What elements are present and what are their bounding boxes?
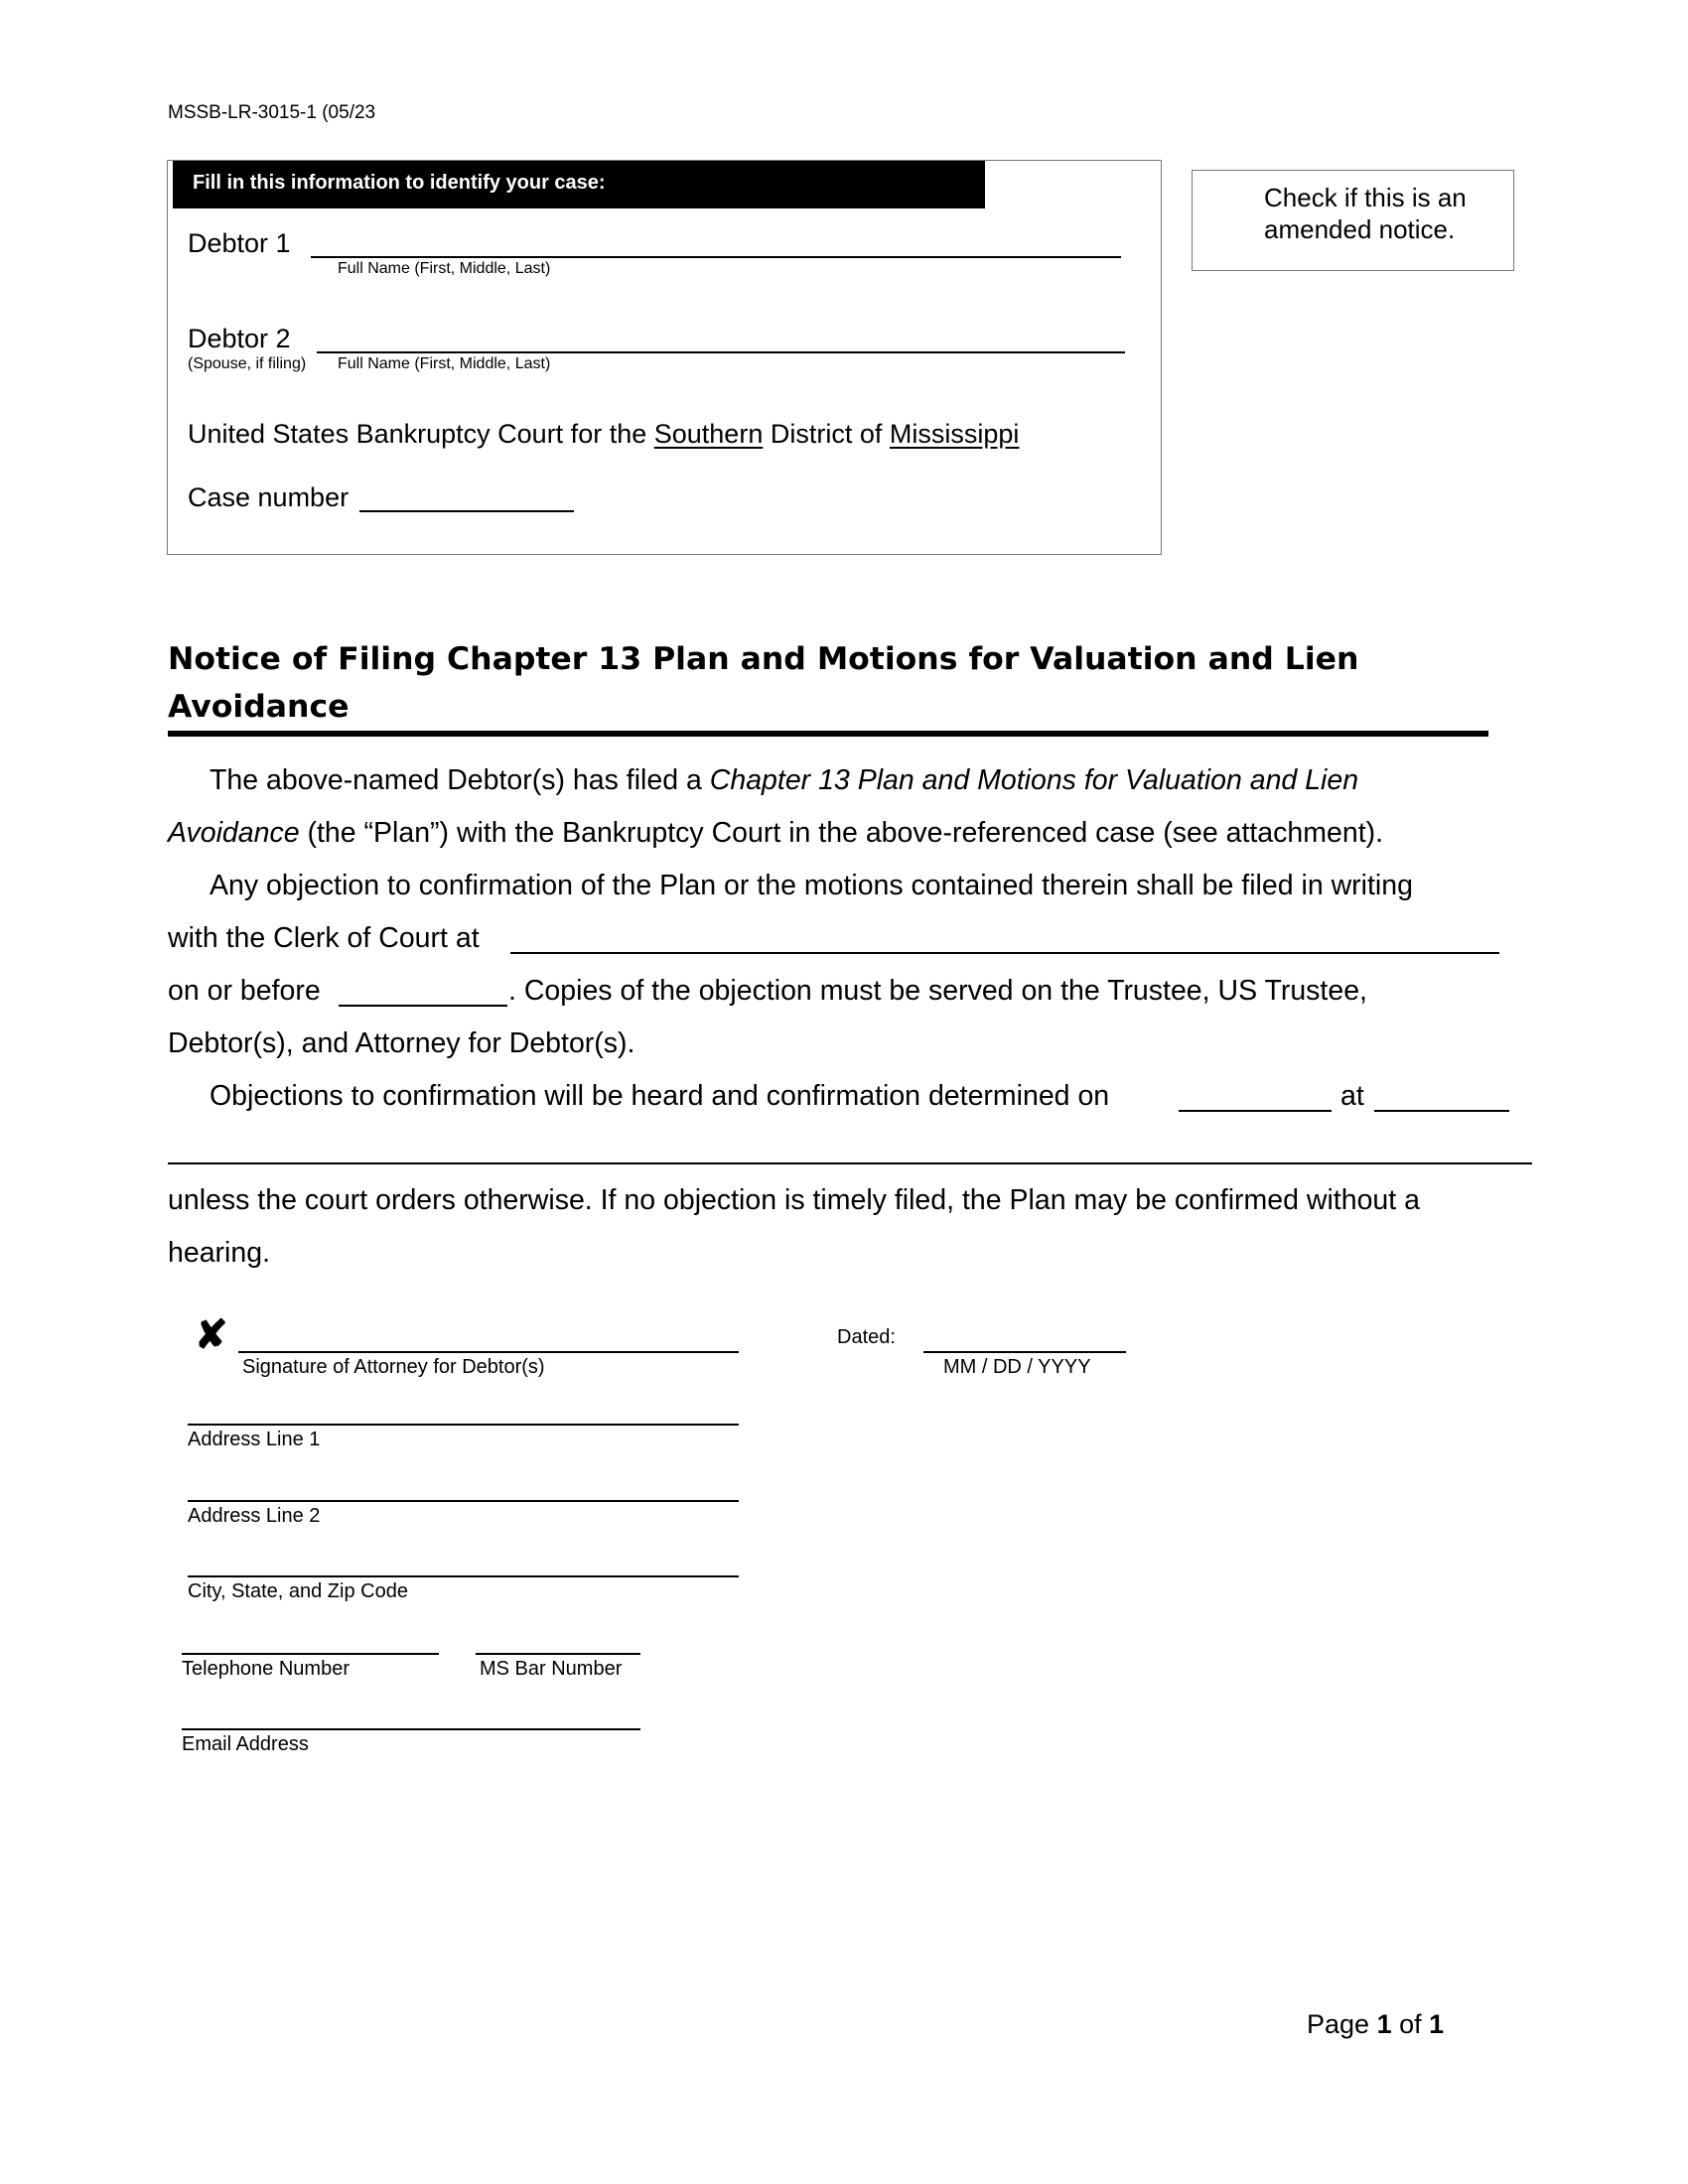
debtor2-spouse-hint: (Spouse, if filing) [188,355,307,372]
hearing-date-field[interactable] [1179,1110,1332,1112]
page-total: 1 [1429,2009,1445,2039]
debtor1-name-field[interactable] [311,256,1121,258]
court-state: Mississippi [889,419,1020,449]
signature-x-icon: ✘ [195,1313,228,1357]
case-info-header: Fill in this information to identify your case: [173,161,985,208]
city-state-zip-field[interactable] [188,1575,739,1577]
dated-label: Dated: [837,1326,896,1348]
address-line2-label: Address Line 2 [188,1505,321,1527]
p1-text-b: (the “Plan”) with the Bankruptcy Court in the above-referenced case (see attachment). [299,817,1384,849]
plan-title-italic: Chapter 13 Plan and Motions for Valuation and Lien [709,764,1359,796]
page-current: 1 [1376,2009,1392,2039]
signature-field[interactable] [238,1351,739,1353]
email-label: Email Address [182,1733,309,1755]
form-id: MSSB-LR-3015-1 (05/23 [168,102,376,123]
court-prefix: United States Bankruptcy Court for the [188,419,647,449]
at-label: at [1340,1080,1364,1112]
objection-deadline-field[interactable] [339,1005,507,1007]
court-line [188,419,1019,450]
amended-notice-checkbox[interactable] [1192,170,1514,271]
paragraph1-line1 [210,764,1358,797]
address-line1-label: Address Line 1 [188,1429,321,1450]
address-line1-field[interactable] [188,1424,739,1426]
paragraph3-line2: unless the court orders otherwise. If no objection is timely filed, the Plan may be confirmed without a [168,1184,1420,1216]
debtor1-label: Debtor 1 [188,228,291,258]
signature-label: Signature of Attorney for Debtor(s) [242,1356,545,1378]
amended-line1: Check if this is an [1264,183,1467,212]
bar-number-label: MS Bar Number [480,1658,623,1680]
debtor1-hint: Full Name (First, Middle, Last) [338,260,551,277]
telephone-label: Telephone Number [182,1658,350,1680]
title-divider [168,731,1488,737]
on-or-before-label: on or before [168,975,321,1007]
email-field[interactable] [182,1728,640,1730]
clerk-address-field[interactable] [510,952,1499,954]
court-mid: District of [770,419,883,449]
amended-line2: amended notice. [1264,214,1456,244]
date-format-hint: MM / DD / YYYY [943,1356,1091,1378]
address-line2-field[interactable] [188,1500,739,1502]
paragraph2-line4: Debtor(s), and Attorney for Debtor(s). [168,1027,635,1059]
paragraph2-line1: Any objection to confirmation of the Plan or the motions contained therein shall be filed in writing [210,870,1413,901]
page-prefix: Page [1307,2009,1377,2039]
p1-text: The above-named Debtor(s) has filed a [210,764,710,796]
copies-text: . Copies of the objection must be served on the Trustee, US Trustee, [508,975,1367,1007]
telephone-field[interactable] [182,1653,439,1655]
city-state-zip-label: City, State, and Zip Code [188,1580,408,1602]
paragraph3-line3: hearing. [168,1237,270,1269]
paragraph1-line2 [168,817,1383,850]
hearing-time-field[interactable] [1374,1110,1509,1112]
paragraph3-line1: Objections to confirmation will be heard and confirmation determined on [210,1080,1110,1112]
debtor2-name-field[interactable] [317,351,1125,353]
page-of: of [1391,2009,1430,2039]
plan-title-italic2: Avoidance [168,817,300,849]
bar-number-field[interactable] [476,1653,640,1655]
court-district: Southern [653,419,764,449]
page-number [1307,2009,1444,2040]
hearing-location-field[interactable] [168,1162,1532,1164]
date-field[interactable] [923,1351,1126,1353]
case-number-label: Case number [188,482,350,512]
debtor2-label: Debtor 2 [188,324,291,353]
debtor2-hint: Full Name (First, Middle, Last) [338,355,551,372]
paragraph2-line2: with the Clerk of Court at [168,922,480,954]
case-number-field[interactable] [359,510,574,512]
page-title: Notice of Filing Chapter 13 Plan and Motions for Valuation and Lien Avoidance [168,641,1359,725]
